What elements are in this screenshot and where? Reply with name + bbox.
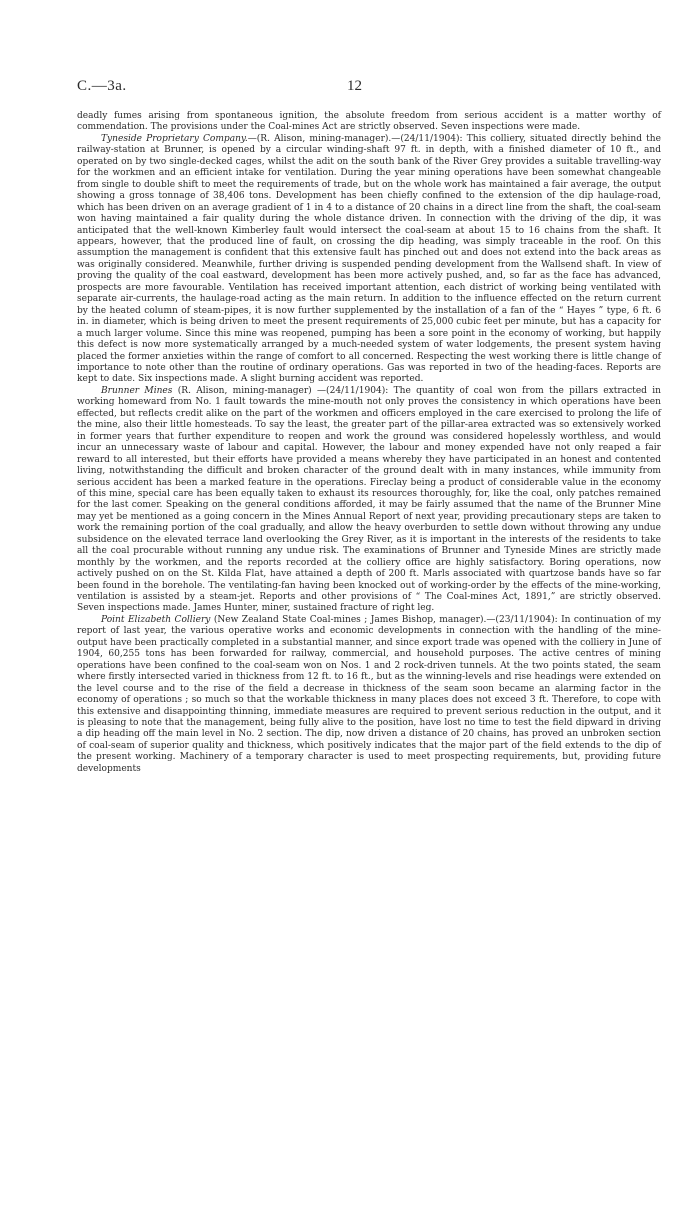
paragraph-text: (New Zealand State Coal-mines ; James Bishop, manager).—(23/11/1904): In continuation of my report of last year, the various operative works and economic developments in connection with the handling of the mine-output have been practically completed in a substantial manner, and since export trade was opened with the colliery in June of 1904, 60,255 tons has been forwarded for railway, commercial, and household purposes. The active centres of mining operations have been confined to the coal-seam won on Nos. 1 and 2 rock-driven tunnels. At the two points stated, the seam where firstly intersected varied in thickness from 12 ft. to 16 ft., but as the winning-levels and rise headings were extended on the level course and to the rise of the field a decrease in thickness of the seam soon became an alarming factor in the economy of operations ; so much so that the workable thickness in many places does not exceed 3 ft. Therefore, to cope with this extensive and disappointing thinning, immediate measures are required to prevent serious reduction in the output, and it is pleasing to note that the management, being fully alive to the position, have lost no time to test the field dipward in driving a dip heading off the main level in No. 2 section. The dip, now driven a distance of 20 chains, has proved an unbroken section of coal-seam of superior quality and thickness, which positively indicates that the major part of the field extends to the dip of the present working. Machinery of a temporary character is used to meet prospecting requirements, but, providing future developments xyxy=(77,614,661,774)
paragraph-text: —(R. Alison, mining-manager).—(24/11/1904): This colliery, situated directly behind the railway-station at Brunner, is opened by a circular winding-shaft 97 ft. in depth, with a finished diameter of 10 ft., and operated on by two single-decked cages, whilst the adit on the south bank of the River Grey provides a suitable travelling-way for the workmen and an efficient intake for ventilation. During the year mining operations have been somewhat changeable from single to double shift to meet the requirements of trade, but on the whole work has maintained a fair average, the output showing a gross tonnage of 38,406 tons. Development has been chiefly confined to the extension of the dip haulage-road, which has been driven on an average gradient of 1 in 4 to a distance of 20 chains in a direct line from the shaft, the coal-seam won having maintained a fair quality during the whole distance driven. In connection with the driving of the dip, it was anticipated that the well-known Kimberley fault would intersect the coal-seam at about 15 to 16 chains from the shaft. It appears, however, that the produced line of fault, on crossing the dip heading, was simply traceable in the roof. On this assumption the management is confident that this extensive fault has pinched out and does not extend into the back areas as was originally considered. Meanwhile, further driving is suspended pending development from the Wallsend shaft. In view of proving the quality of the coal eastward, development has been more actively pushed, and, so far as the face has advanced, prospects are more favourable. Ventilation has received important attention, each district of working being ventilated with separate air-currents, the haulage-road acting as the main return. In addition to the influence effected on the return current by the heated column of steam-pipes, it is now further supplemented by the installation of a fan of the “ Hayes ” type, 6 ft. 6 in. in diameter, which is being driven to meet the present requirements of 25,000 cubic feet per minute, but has a capacity for a much larger volume. Since this mine was reopened, pumping has been a sore point in the economy of working, but happily this defect is now more systematically arranged by a much-needed system of water lodgements, the present system having placed the former anxieties within the range of comfort to all concerned. Respecting the west working there is little change of importance to note other than the routine of ordinary operations. Gas was reported in two of the heading-faces. Reports are kept to date. Six inspections made. A slight burning accident was reported. xyxy=(77,133,661,385)
paragraph-title: Brunner Mines xyxy=(101,385,173,396)
paragraph-title: Point Elizabeth Colliery xyxy=(101,614,211,625)
paragraph-text: deadly fumes arising from spontaneous ignition, the absolute freedom from serious accident is a matter worthy of commendation. The provisions under the Coal-mines Act are strictly observed. Seven inspections were made. xyxy=(77,111,661,133)
paragraph-continuation xyxy=(77,111,661,134)
paragraph-tyneside xyxy=(77,134,661,386)
paragraph-brunner xyxy=(77,386,661,615)
page-number: 12 xyxy=(347,78,362,94)
paragraph-text: (R. Alison, mining-manager) —(24/11/1904): The quantity of coal won from the pillars extracted in working homeward from No. 1 fault towards the mine-mouth not only proves the consistency in which operations have been effected, but reflects credit alike on the part of the workmen and officers employed in the care exercised to prolong the life of the mine, also their little homesteads. To say the least, the greater part of the pillar-area extracted was so extensively worked in former years that further expenditure to reopen and work the ground was considered hopelessly worthless, and would incur an unnecessary waste of labour and capital. However, the labour and money expended have not only reaped a fair reward to all interested, but their efforts have provided a means whereby they have participated in an honest and contented living, notwithstanding the difficult and broken character of the ground dealt with in many instances, while immunity from serious accident has been a marked feature in the operations. Fireclay being a product of considerable value in the economy of this mine, special care has been equally taken to exhaust its resources thoroughly, for, like the coal, only patches remained for the last comer. Speaking on the general conditions afforded, it may be fairly assumed that the name of the Brunner Mine may yet be mentioned as a going concern in the Mines Annual Report of next year, providing precautionary steps are taken to work the remaining portion of the coal gradually, and allow the heavy overburden to settle down without throwing any undue subsidence on the elevated terrace land overlooking the Grey River, as it is important in the interests of the residents to take all the coal procurable without running any undue risk. The examinations of Brunner and Tyneside Mines are strictly made monthly by the workmen, and the reports recorded at the colliery office are highly satisfactory. Boring operations, now actively pushed on on the St. Kilda Flat, have attained a depth of 200 ft. Marls associated with quartzose bands have so far been found in the borehole. The ventilating-fan having been knocked out of working-order by the effects of the mine-working, ventilation is assisted by a steam-jet. Reports and other provisions of “ The Coal-mines Act, 1891,” are strictly observed. Seven inspections made. James Hunter, miner, sustained fracture of right leg. xyxy=(77,385,661,614)
paragraph-title: Tyneside Proprietary Company. xyxy=(101,133,248,144)
paragraph-point-elizabeth xyxy=(77,615,661,775)
document-reference: C.—3a. xyxy=(77,78,127,94)
report-body xyxy=(77,111,661,775)
running-header xyxy=(77,78,661,96)
